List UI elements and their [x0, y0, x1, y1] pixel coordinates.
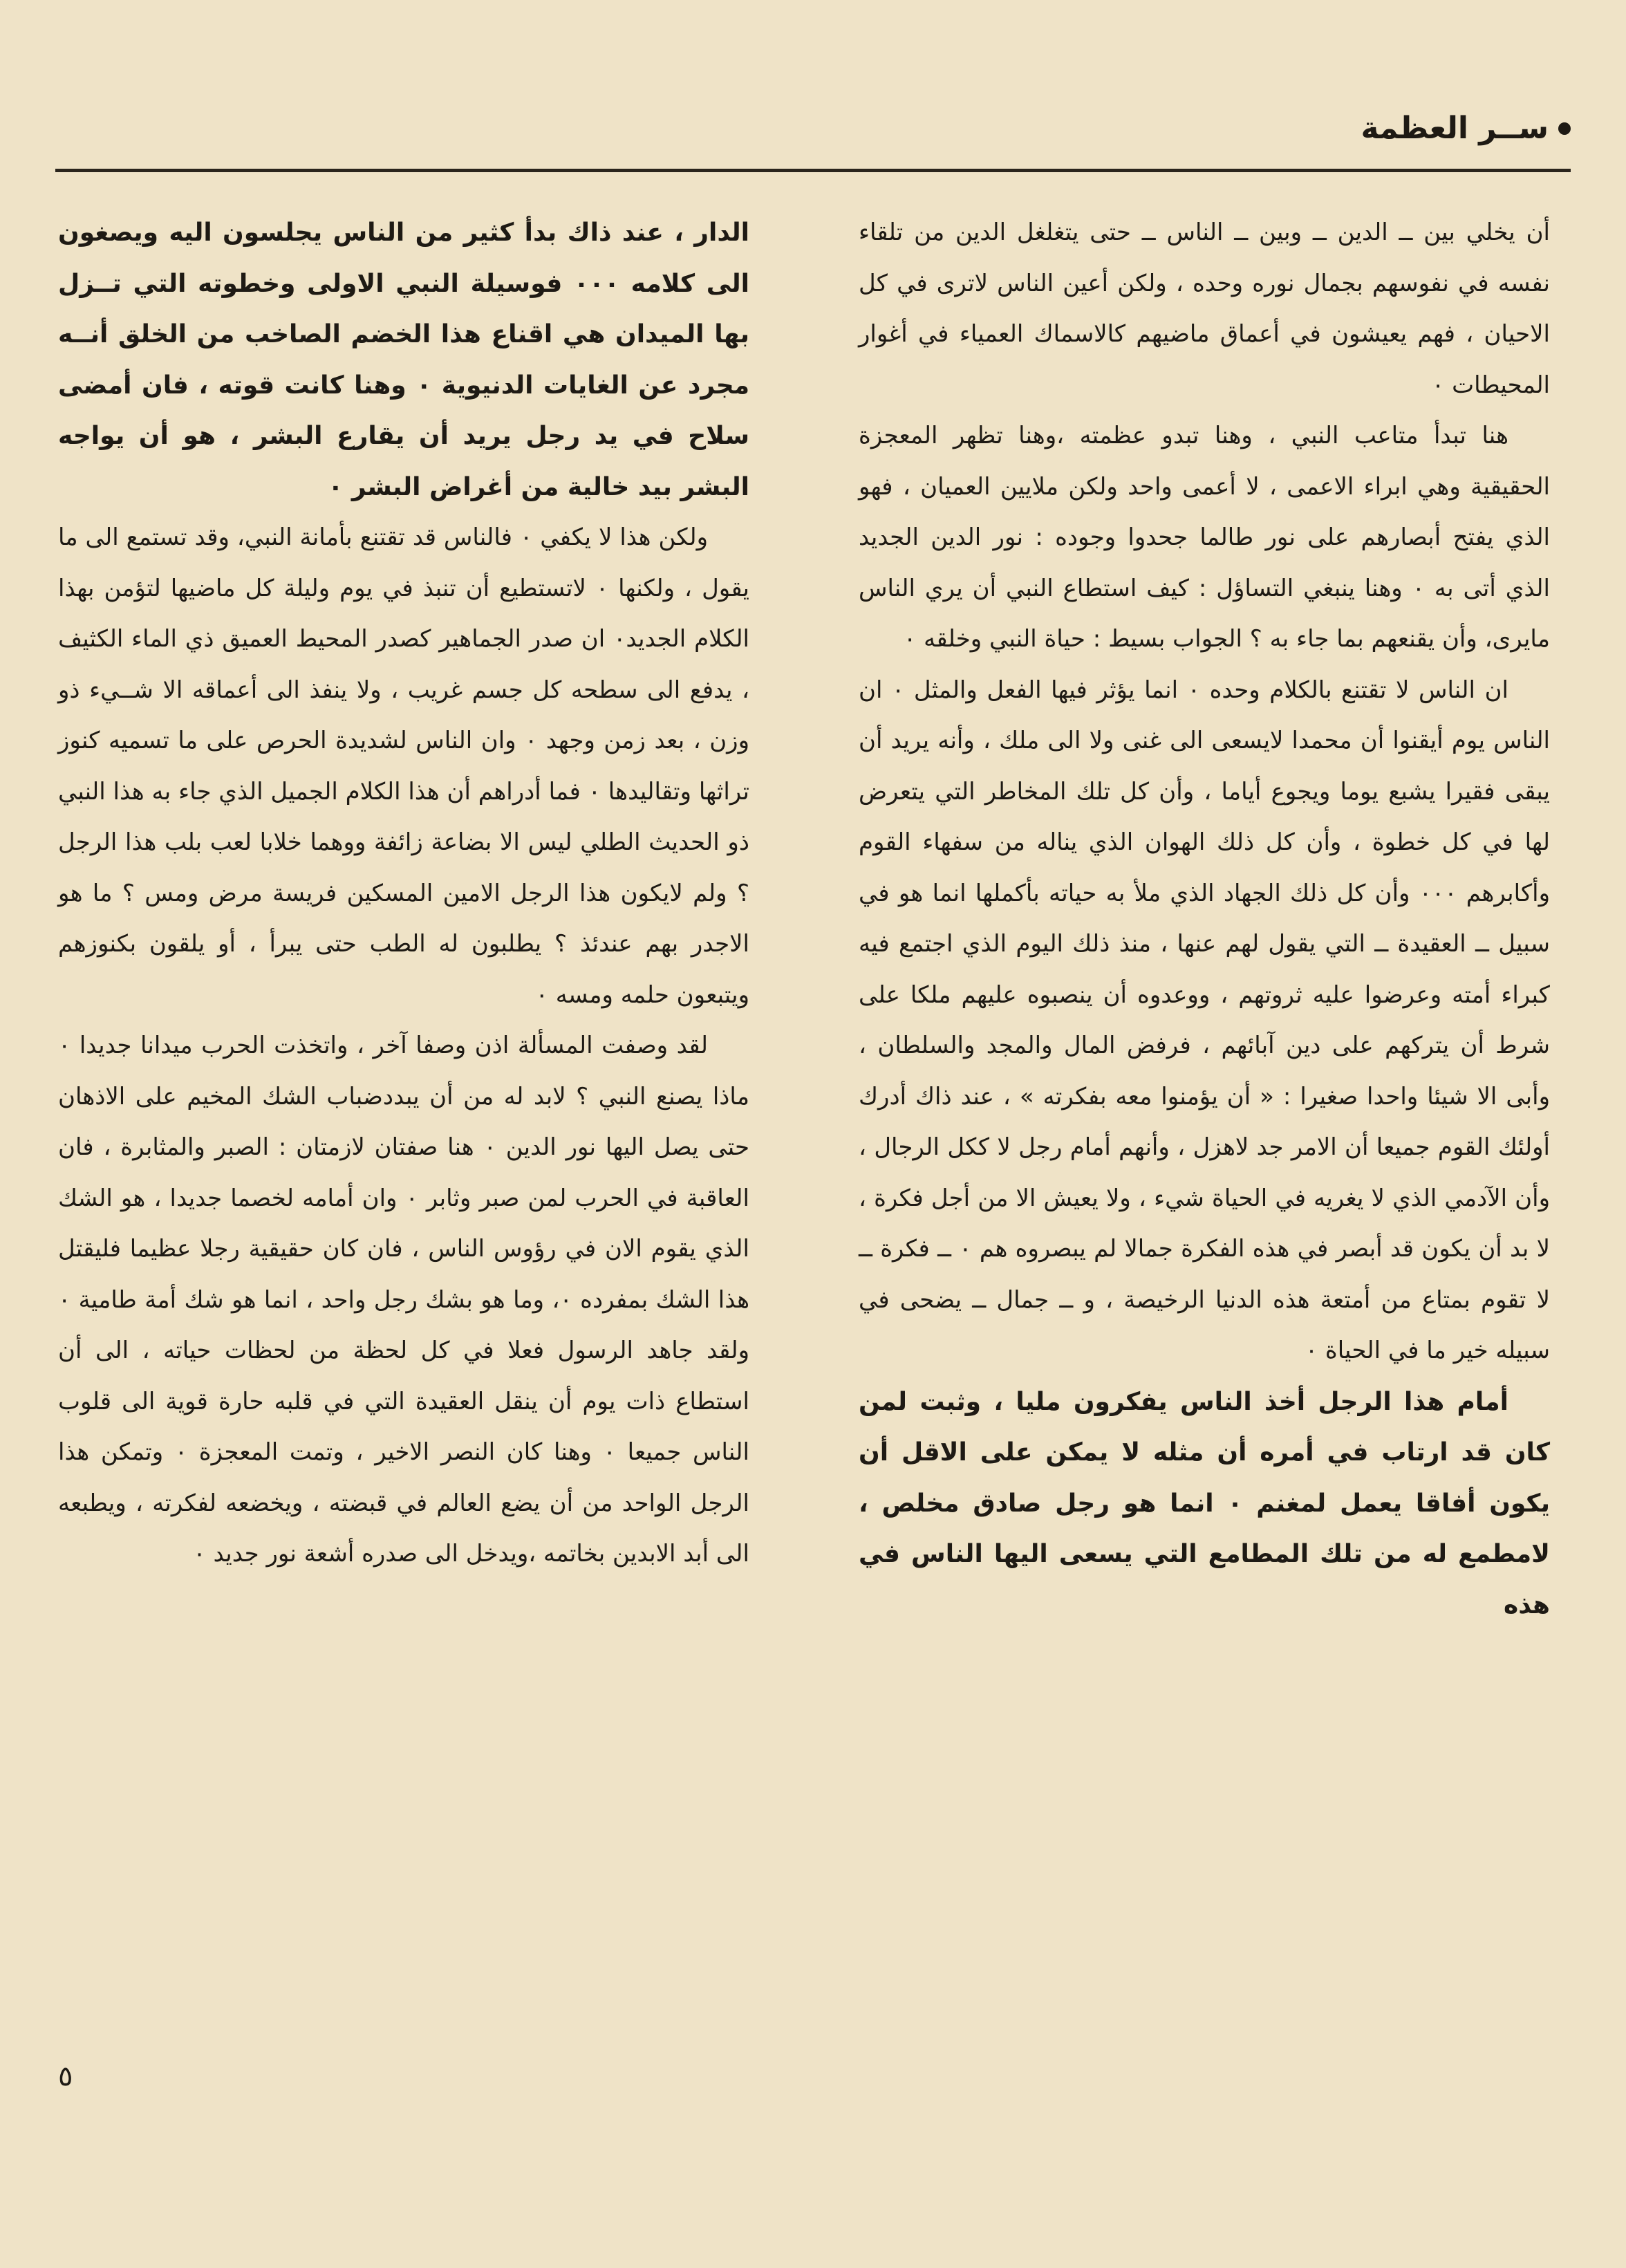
bullet-icon: [1558, 122, 1571, 135]
right-column: [859, 207, 1550, 1630]
paragraph: أن يخلي بين ــ الدين ــ وبين ــ الناس ــ حتى يتغلغل الدين من تلقاء نفسه في نفوسهم بجمال نوره وحده ، ولكن أعين الناس لاترى في كل الاحيان ، فهم يعيشون في أعماق ماضيهم كالاسماك العمياء في أغوار المحيطات ٠: [859, 219, 1550, 399]
paragraph: ان الناس لا تقتنع بالكلام وحده ٠ انما يؤثر فيها الفعل والمثل ٠ ان الناس يوم أيقنوا أن محمدا لايسعى الى غنى ولا الى ملك ، وأنه يريد أن يبقى فقيرا يشبع يوما ويجوع أياما ، وأن كل تلك المخاطر التي يتعرض لها في كل خطوة ، وأن كل ذلك الهوان الذي يناله من سفهاء القوم وأكابرهم ٠٠٠ وأن كل ذلك الجهاد الذي ملأ به حياته بأكملها انما هو في سبيل ــ العقيدة ــ التي يقول لهم عنها ، منذ ذلك اليوم الذي اجتمع فيه كبراء أمته وعرضوا عليه ثروتهم ، ووعدوه أن ينصبوه عليهم ملكا على شرط أن يتركهم على دين آبائهم ، فرفض المال والمجد والسلطان ، وأبى الا شيئا واحدا صغيرا : « أن يؤمنوا معه بفكرته » ، عند ذاك أدرك أولئك القوم جميعا أن الامر جد لاهزل ، وأنهم أمام رجل لا ككل الرجال ، وأن الآدمي الذي لا يغريه في الحياة شيء ، ولا يعيش الا من أجل فكرة ، لا بد أن يكون قد أبصر في هذه الفكرة جمالا لم يبصروه هم ٠ ــ فكرة ــ لا تقوم بمتاع من أمتعة هذه الدنيا الرخيصة ، و ــ جمال ــ يضحى في سبيله خير ما في الحياة ٠: [859, 676, 1551, 1364]
bold-paragraph: الدار ، عند ذاك بدأ كثير من الناس يجلسون اليه ويصغون الى كلامه ٠٠٠ فوسيلة النبي الاولى وخطوته التي تــزل بها الميدان هي اقناع هذا الخضم الصاخب من الخلق أنــه مجرد عن الغايات الدنيوية ٠ وهنا كانت قوته ، فان أمضى سلاح في يد رجل يريد أن يقارع البشر ، هو أن يواجه البشر بيد خالية من أغراض البشر ٠: [58, 219, 750, 501]
page-header: [55, 104, 1571, 173]
paragraph: ولكن هذا لا يكفي ٠ فالناس قد تقتنع بأمانة النبي، وقد تستمع الى ما يقول ، ولكنها ٠ لاتستطيع أن تنبذ في يوم وليلة كل ماضيها لتؤمن بهذا الكلام الجديد٠ ان صدر الجماهير كصدر المحيط العميق ذي الماء الكثيف ، يدفع الى سطحه كل جسم غريب ، ولا ينفذ الى أعماقه الا شــيء ذو وزن ، بعد زمن وجهد ٠ وان الناس لشديدة الحرص على ما تسميه كنوز تراثها وتقاليدها ٠ فما أدراهم أن هذا الكلام الجميل الذي جاء به هذا النبي ذو الحديث الطلي ليس الا بضاعة زائفة ووهما خلابا لعب بلب هذا الرجل ؟ ولم لايكون هذا الرجل الامين المسكين فريسة مرض ومس ؟ ما هو الاجدر بهم عندئذ ؟ يطلبون له الطب حتى يبرأ ، أو يلقون بكنوزهم ويتبعون حلمه ومسه ٠: [58, 523, 750, 1009]
page-number: ٥: [58, 2061, 73, 2092]
paragraph: هنا تبدأ متاعب النبي ، وهنا تبدو عظمته ،وهنا تظهر المعجزة الحقيقية وهي ابراء الاعمى ، لا أعمى واحد ولكن ملايين العميان ، فهو الذي يفتح أبصارهم على نور طالما جحدوا وجوده : نور الدين الجديد الذي أتى به ٠ وهنا ينبغي التساؤل : كيف استطاع النبي أن يري الناس مايرى، وأن يقنعهم بما جاء به ؟ الجواب بسيط : حياة النبي وخلقه ٠: [859, 422, 1550, 653]
paragraph: لقد وصفت المسألة اذن وصفا آخر ، واتخذت الحرب ميدانا جديدا ٠ ماذا يصنع النبي ؟ لابد له من أن يبددضباب الشك المخيم على الاذهان حتى يصل اليها نور الدين ٠ هنا صفتان لازمتان : الصبر والمثابرة ، فان العاقبة في الحرب لمن صبر وثابر ٠ وان أمامه لخصما جديدا ، هو الشك الذي يقوم الان في رؤوس الناس ، فان كان حقيقية رجلا عظيما فليقتل هذا الشك بمفرده ٠، وما هو بشك رجل واحد ، انما هو شك أمة طامية ٠ ولقد جاهد الرسول فعلا في كل لحظة من لحظات حياته ، الى أن استطاع ذات يوم أن ينقل العقيدة التي في قلبه حارة قوية الى قلوب الناس جميعا ٠ وهنا كان النصر الاخير ، وتمت المعجزة ٠ وتمكن هذا الرجل الواحد من أن يضع العالم في قبضته ، ويخضعه لفكرته ، ويطبعه الى أبد الابدين بخاتمه ،ويدخل الى صدره أشعة نور جديد ٠: [58, 1032, 750, 1568]
header-rule: [55, 169, 1571, 172]
bold-paragraph: أمام هذا الرجل أخذ الناس يفكرون مليا ، وثبت لمن كان قد ارتاب في أمره أن مثله لا يمكن على الاقل أن يكون أفاقا يعمل لمغنم ٠ انما هو رجل صادق مخلص ، لامطمع له من تلك المطامع التي يسعى اليها الناس في هذه: [859, 1387, 1550, 1619]
left-column: [58, 207, 749, 1580]
running-title: [1361, 111, 1571, 146]
running-title-text: ســر العظمة: [1361, 111, 1549, 146]
